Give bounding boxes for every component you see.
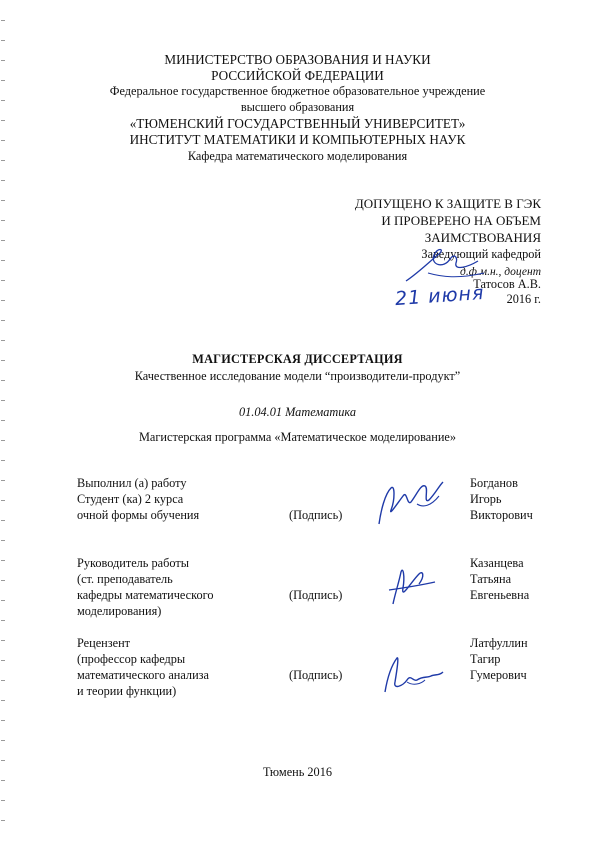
scan-mark [1, 540, 5, 541]
role-line: Выполнил (а) работу [77, 476, 187, 490]
role-line: Рецензент [77, 636, 131, 650]
role-line: кафедры математического [77, 588, 214, 602]
scan-mark [1, 240, 5, 241]
master-program: Магистерская программа «Математическое моделирование» [138, 430, 457, 444]
role-line: Руководитель работы [77, 556, 189, 570]
university-name: «ТЮМЕНСКИЙ ГОСУДАРСТВЕННЫЙ УНИВЕРСИТЕТ» [129, 116, 466, 131]
name-line: Татьяна [470, 572, 512, 586]
student-name [470, 475, 560, 523]
scan-mark [1, 300, 5, 301]
signature-row-supervisor [77, 555, 557, 625]
scan-mark [1, 740, 5, 741]
name-line: Игорь [470, 492, 502, 506]
scan-mark [1, 280, 5, 281]
supervisor-name [470, 555, 560, 603]
head-of-department-label: Заведующий кафедрой [421, 247, 541, 261]
signature-label: (Подпись) [289, 668, 343, 682]
scan-mark [1, 560, 5, 561]
scan-mark [1, 480, 5, 481]
supervisor-role [77, 555, 277, 619]
approval-year: 2016 г. [506, 292, 541, 306]
scan-mark [1, 640, 5, 641]
ministry-line-1: МИНИСТЕРСТВО ОБРАЗОВАНИЯ И НАУКИ [164, 52, 431, 67]
signature-row-reviewer [77, 635, 557, 705]
scan-mark [1, 700, 5, 701]
scan-mark [1, 220, 5, 221]
name-line: Латфуллин [470, 636, 528, 650]
scan-mark [1, 580, 5, 581]
thesis-type: МАГИСТЕРСКАЯ ДИССЕРТАЦИЯ [192, 352, 403, 366]
head-name: Татосов А.В. [473, 277, 541, 291]
scan-mark [1, 660, 5, 661]
department-name: Кафедра математического моделирования [187, 149, 408, 163]
reviewer-role [77, 635, 277, 699]
scan-mark [1, 600, 5, 601]
name-line: Гумерович [470, 668, 527, 682]
scan-mark [1, 760, 5, 761]
student-signature-scribble [373, 474, 453, 532]
scan-mark [1, 420, 5, 421]
approval-line-3: ЗАИМСТВОВАНИЯ [424, 230, 541, 245]
thesis-topic: Качественное исследование модели “производители-продукт” [134, 369, 461, 383]
scan-mark [1, 500, 5, 501]
education-level-line: высшего образования [240, 100, 355, 114]
name-line: Евгеньевна [470, 588, 530, 602]
scan-mark [1, 780, 5, 781]
approval-line-2: И ПРОВЕРЕНО НА ОБЪЕМ [381, 213, 541, 228]
scan-mark [1, 320, 5, 321]
signature-label: (Подпись) [289, 588, 343, 602]
specialty-code: 01.04.01 Математика [239, 405, 356, 419]
name-line: Богданов [470, 476, 518, 490]
scan-mark [1, 620, 5, 621]
role-line: (ст. преподаватель [77, 572, 173, 586]
scan-mark [1, 20, 5, 21]
scan-mark [1, 820, 5, 821]
supervisor-signature-scribble [383, 560, 443, 612]
signature-label: (Подпись) [289, 508, 343, 522]
reviewer-signature-scribble [377, 650, 447, 700]
reviewer-name [470, 635, 560, 683]
signature-row-student [77, 475, 557, 535]
student-role [77, 475, 277, 523]
scan-mark [1, 340, 5, 341]
scan-mark [1, 520, 5, 521]
scan-mark [1, 720, 5, 721]
approval-line-1: ДОПУЩЕНО К ЗАЩИТЕ В ГЭК [354, 196, 541, 211]
head-degree: д.ф.м.н., доцент [460, 266, 541, 278]
role-line: Студент (ка) 2 курса [77, 492, 184, 506]
ministry-line-2: РОССИЙСКОЙ ФЕДЕРАЦИИ [211, 68, 384, 83]
scan-mark [1, 400, 5, 401]
scan-mark [1, 460, 5, 461]
scan-mark [1, 680, 5, 681]
scan-mark [1, 180, 5, 181]
role-line: математического анализа [77, 668, 209, 682]
scan-mark [1, 260, 5, 261]
name-line: Тагир [470, 652, 501, 666]
city-year: Тюмень 2016 [262, 765, 333, 779]
scan-mark [1, 200, 5, 201]
role-line: (профессор кафедры [77, 652, 186, 666]
institution-type-line: Федеральное государственное бюджетное образовательное учреждение [109, 84, 486, 98]
scan-mark [1, 40, 5, 41]
role-line: очной формы обучения [77, 508, 200, 522]
name-line: Казанцева [470, 556, 524, 570]
institute-name: ИНСТИТУТ МАТЕМАТИКИ И КОМПЬЮТЕРНЫХ НАУК [129, 132, 466, 147]
role-line: моделирования) [77, 604, 162, 618]
handwritten-date: 21 июня [394, 281, 486, 311]
name-line: Викторович [470, 508, 533, 522]
scan-mark [1, 800, 5, 801]
role-line: и теории функции) [77, 684, 177, 698]
